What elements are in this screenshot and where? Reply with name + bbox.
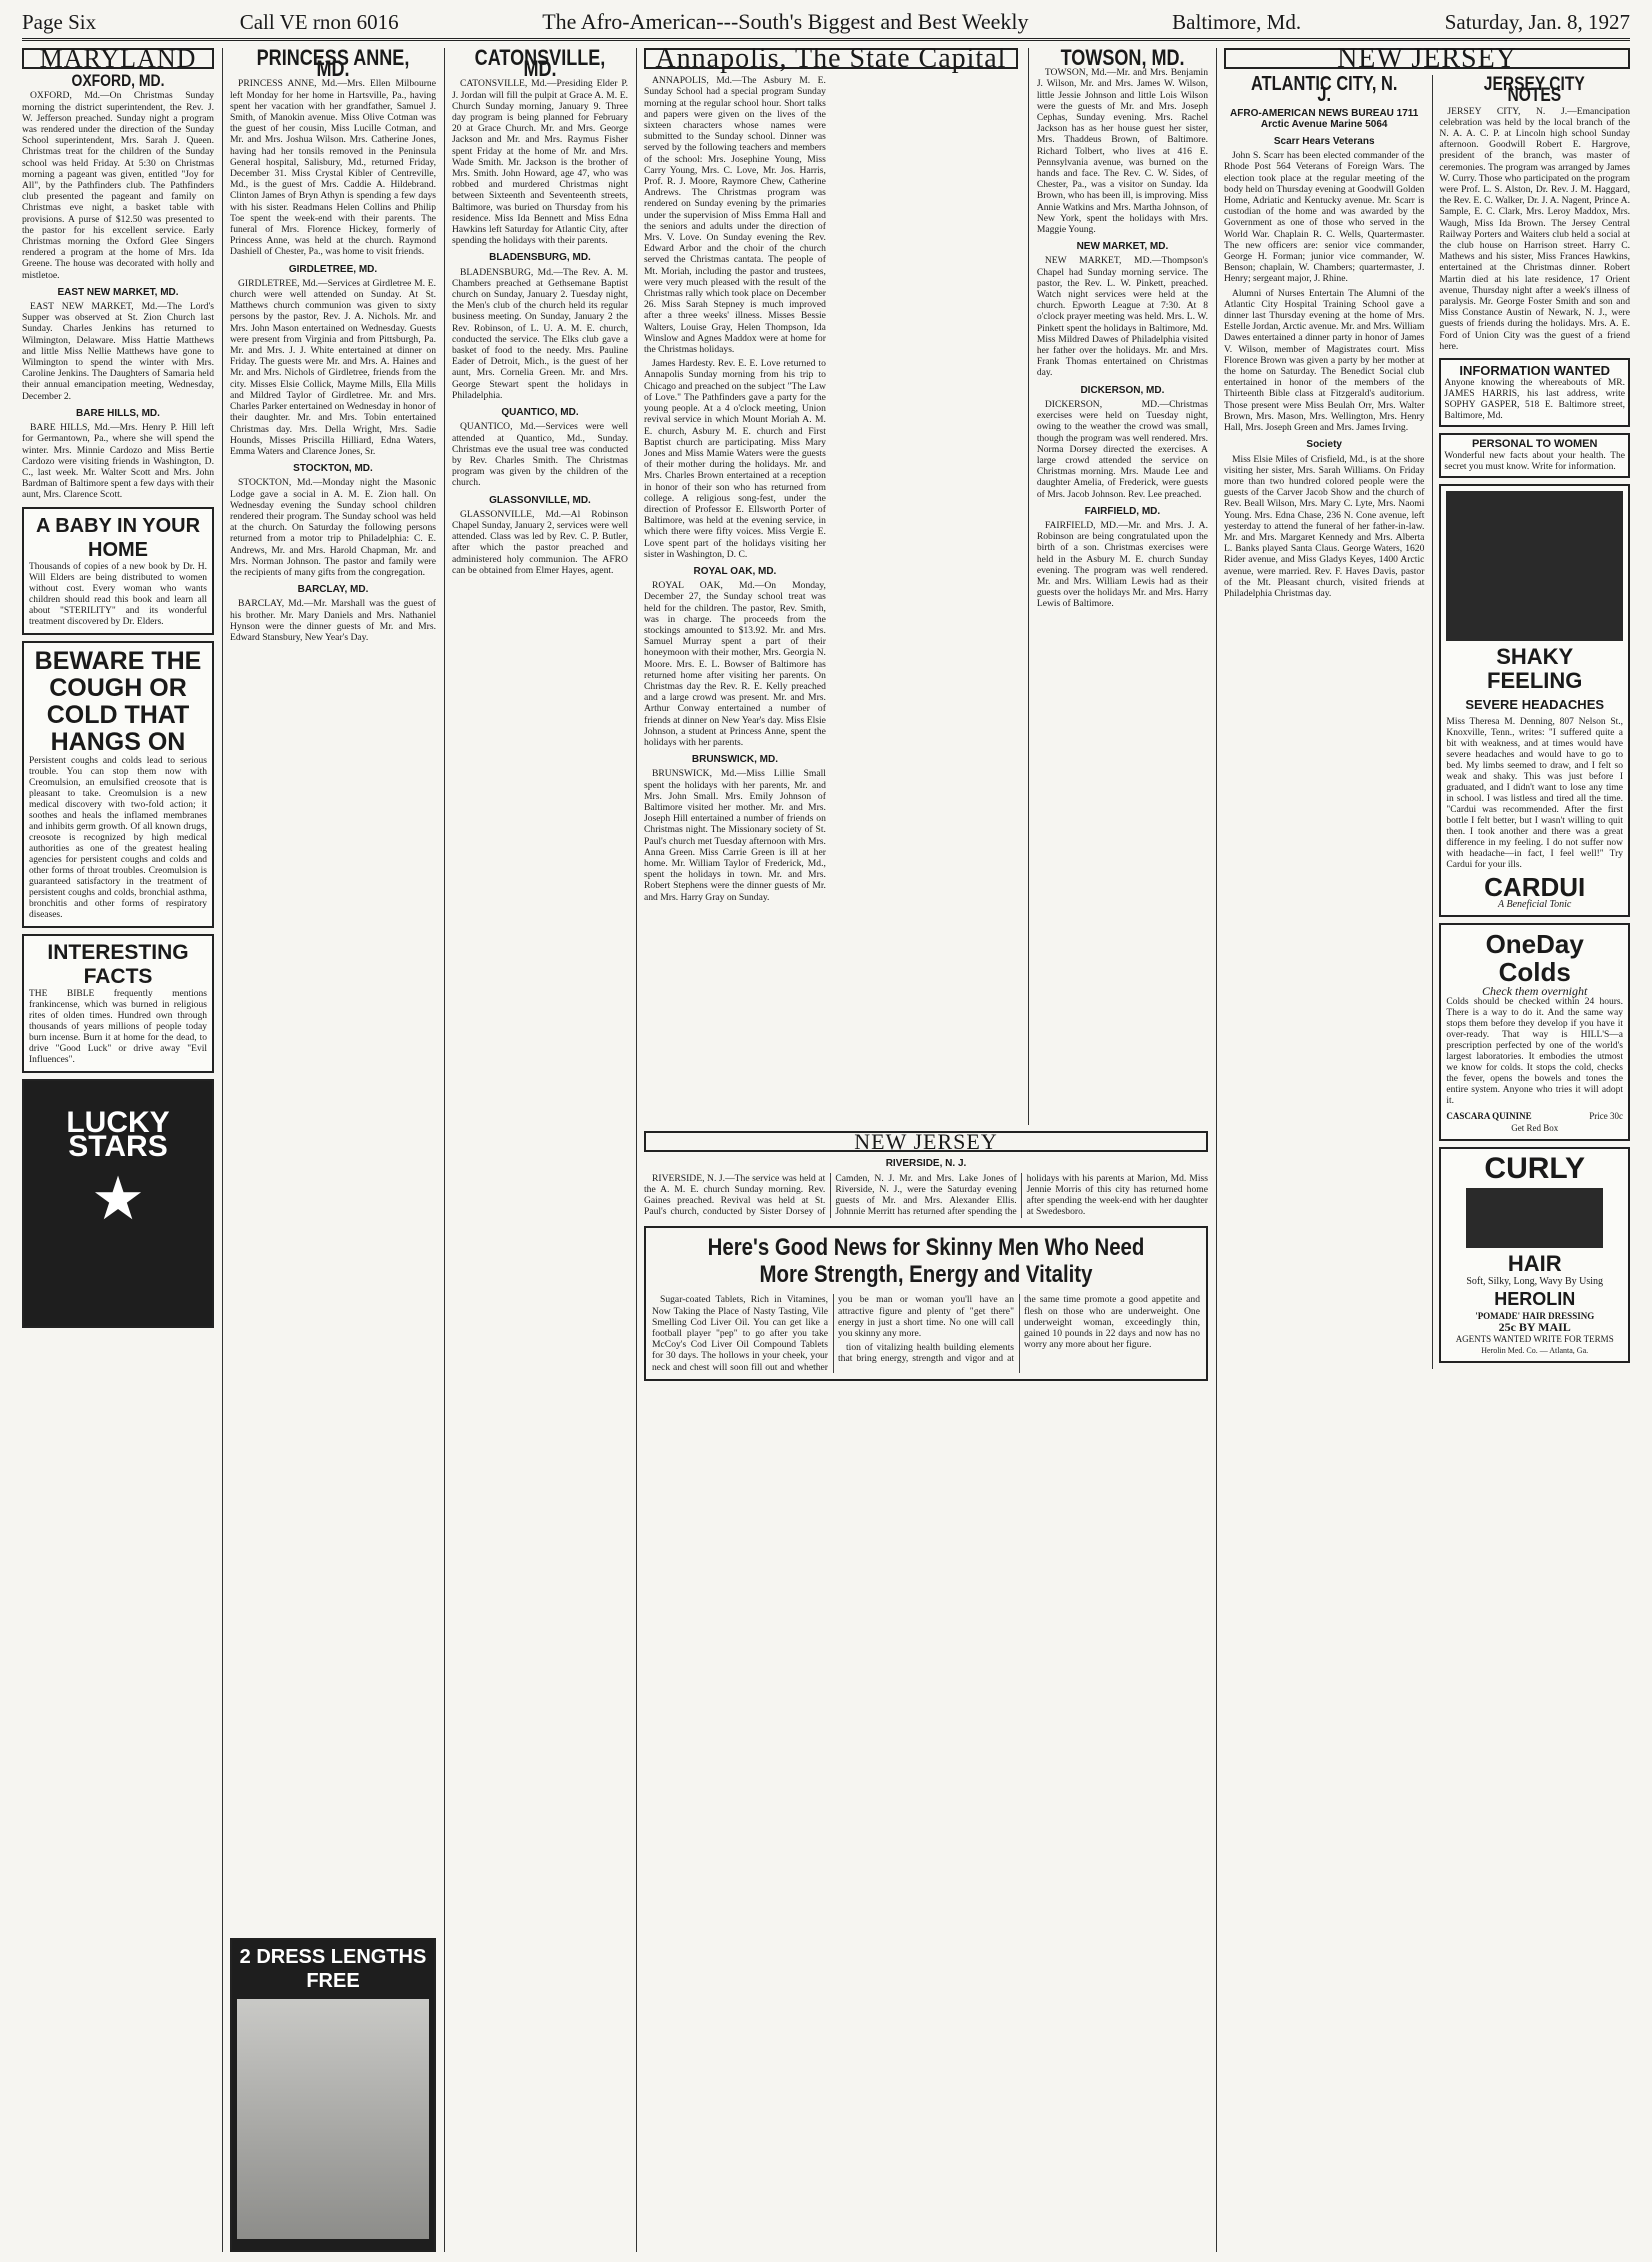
ad-interesting-facts — [22, 934, 214, 1073]
column-rule — [636, 48, 637, 2252]
subhead-bare-hills: BARE HILLS, MD. — [76, 407, 160, 419]
subhead-scarr: Scarr Hears Veterans — [1273, 136, 1375, 148]
city: Baltimore, Md. — [1172, 9, 1302, 34]
page-number: Page Six — [22, 9, 97, 34]
ad-oneday-sub: Check them overnight — [1482, 984, 1588, 999]
ad-herolin-name: HEROLIN — [1494, 1289, 1576, 1310]
article-royal-oak: ROYAL OAK, Md.—On Monday, December 27, the Sunday school treat was held for the children. The pastor, Rev. Smith, was in charge. The proceeds from the stockings amounted to $13.92. Mr. and Mrs. Samuel Murray spent a part of their honeymoon with their mother, Mrs. Georgia N. Moore. Mrs. E. L. Bowser of Baltimore has returned home after visiting her parents. On Christmas day the Rev. R. E. Kelly preached and a large crowd was present. Mr. and Mrs. Arthur Conway entertained a number of friends at dinner on New Year's day. Miss Elsie Johnson, a student at Princess Anne, spent the holidays with her parents. — [644, 580, 826, 748]
article-annapolis-cont: James Hardesty. Rev. E. E. Love returned to Annapolis Sunday morning from his trip to Chicago and preached on the subject "The Law of Love." The Pathfinders gave a party for the young people. At a 4 o'clock meeting, Union revival service in which Mount Moriah A. M. E. church, Asbury M. E. church and First Baptist church are participating. Miss Mary Jones and Miss Mamie Waters were the guests of their mother during the holidays. Mr. and Mrs. Charles Brown entertained at a reception in honor of their son who has returned from college. A religious song-fest, under the direction of Professor E. Ellsworth Porter of Baltimore, was held at the evening service, in which there were fifty voices. Miss Vergie E. Love spent part of the holidays visiting her sister in Washington, D. C. — [644, 358, 826, 560]
ad-hair: HAIR — [1507, 1250, 1562, 1276]
article-fairfield: FAIRFIELD, MD.—Mr. and Mrs. J. A. Robinson are being congratulated upon the birth of a son. Christmas exercises were held in the Asbury M. E. church Sunday evening. The program was well rendered. Mr. and Mrs. William Lewis had as their guests over the holidays Mr. and Mrs. Harry Lewis of Baltimore. — [1036, 519, 1208, 610]
ad-curly: CURLY — [1484, 1151, 1585, 1185]
headline-catonsville: CATONSVILLE, MD. — [474, 48, 606, 82]
column-rule — [1216, 48, 1217, 2252]
herolin-portrait — [1466, 1188, 1603, 1248]
article-catonsville: CATONSVILLE, Md.—Presiding Elder P. J. Jordan will fill the pulpit at Grace A. M. E. Church Sunday morning, January 9. Three day program is being planned for February 20 at Grace Church. Mr. and Mrs. George Jackson and Mr. and Mrs. Raymus Fisher spent Friday at the home of Mr. and Mrs. Wade Smith. Mr. Jackson is the brother of Mrs. Smith. John Howard, age 47, who was robbed and murdered Christmas night between Sixteenth and Seventeenth streets, Baltimore, was buried on Thursday from his residence. Miss Ida Bennett and Miss Edna Hawkins left Saturday for Atlantic City, after spending the holidays with their parents. — [452, 78, 628, 247]
ad-lucky-stars-title: LUCKY STARS — [66, 1105, 170, 1163]
ad-skinny-men-text: Sugar-coated Tablets, Rich in Vitamines, Now Taking the Place of Nasty Tasting, Vile Smelling Cod Liver Oil. You can get like a football player "pep" to go after you take McCoy's Cod Liver Oil Compound Tablets for 30 days. The hollows in your cheek, your neck and chest will soon fill out and whether you be man or woman you'll have an attractive figure and plenty of "get there" energy in just a short time. No one will call you skinny any more. — [652, 1294, 1014, 1373]
subhead-bladensburg: BLADENSBURG, MD. — [489, 252, 591, 264]
section-banner-maryland: MARYLAND — [22, 48, 214, 69]
column-annapolis — [644, 48, 1208, 2252]
ad-shaky-title: SHAKY FEELING — [1487, 644, 1583, 694]
article-riverside: RIVERSIDE, N. J.—The service was held at the A. M. E. church Sunday morning. Rev. Gaines preached. Revival was held at St. Paul's church, conducted by Sister Dorsey of Camden, N. J. Mr. and Mrs. Lake Jones of Riverside, N. J., were the Saturday evening guests of Mr. and Mrs. Alexander Ellis. Johnnie Merritt has returned after spending the holidays with his parents at Marion, Md. Miss Jennie Morris of this city has returned home after spending the week-end with her daughter at Swedesboro. — [644, 1172, 1208, 1218]
ad-herolin-agents: AGENTS WANTED WRITE FOR TERMS — [1455, 1333, 1614, 1344]
ad-herolin-text: Soft, Silky, Long, Wavy By Using — [1466, 1275, 1604, 1287]
ad-information-wanted — [1439, 358, 1630, 427]
ad-shaky-sub: SEVERE HEADACHES — [1465, 697, 1605, 713]
ad-lucky-stars — [22, 1079, 214, 1328]
article-towson: TOWSON, Md.—Mr. and Mrs. Benjamin J. Wilson, Mr. and Mrs. James W. Wilson, little Jessie Johnson and little Lois Wilson were the guests of Mr. and Mrs. Joseph Cephas, Sunday evening. Mrs. Rachel Jackson has as her house guest her sister, Mrs. Thaddeus Brown, of Baltimore. Richard Tolbert, who lives at 416 E. Pennsylvania avenue, was burned on the hands and face. The Rev. C. W. Sides, of Chester, Pa., was a visitor on Sunday. Ida Brown, who has been ill, is improving. Miss Annie Watkins and Mrs. Martha Johnson, of New York, spent the holidays with Mrs. Maggie Young. — [1036, 67, 1208, 236]
section-banner-new-jersey-mid: NEW JERSEY — [644, 1131, 1208, 1152]
phone-number: Call VE rnon 6016 — [239, 9, 399, 34]
subhead-barclay: BARCLAY, MD. — [297, 584, 369, 596]
ad-oneday-text: Colds should be checked within 24 hours. There is a way to do it. And the same way stops them before they develop if you have it over-ready. That way is HILL'S—a prescription perfected by one of the world's largest laboratories. It embodies the utmost we know for colds. It stops the cold, checks the fever, opens the bowels and tones the entire system. Anyone who tries it will adopt it. — [1446, 997, 1623, 1107]
article-jersey-city: JERSEY CITY, N. J.—Emancipation celebration was held by the local branch of the N. A. A. C. P. at Lincoln high school Sunday afternoon. Goodwill Robert E. Hargrove, president of the branch, was master of ceremonies. The program was arranged by James W. Curry. Those who participated on the program were Prof. L. S. Alston, Dr. Rev. J. M. Haggard, the Rev. E. C. Walker, Dr. J. A. Nagent, Prince A. Sample, E. C. Clark, Mrs. Leroy Maddox, Mrs. Waugh, Miss Ida Brown. The Jersey Central Railway Porters and Waiters club held a social at the club house on Harrison street. Harry C. Mathews and his sister, Miss Frances Hawkins, entertained at the Christmas dinner. Robert Martin died at his late residence, 17 Orient avenue, Thursday night after a week's illness of paralysis. Mr. George Foster Smith and son and Miss Constance Austin of Newark, N. J., were guests of friends during the holidays. Mrs. A. E. Ford of Union City was the guest of a friend here. — [1439, 105, 1630, 352]
column-maryland — [22, 48, 214, 2252]
masthead — [22, 6, 1630, 41]
annapolis-columns — [644, 75, 1018, 1125]
article-annapolis: ANNAPOLIS, Md.—The Asbury M. E. Sunday School had a special program Sunday morning at the regular school hour. Short talks and papers were given on the lives of the sixteen characters whose names were submitted to the Sunday school. Dinner was served by the following teachers and members of the school: Mrs. Josephine Young, Miss Carry Young, Mrs. C. Love, Mr. Jos. Harris, Prof. R. J. Moore, Raymore Chew, Catherine Andrews. The Christmas program was rendered on Sunday evening by the primaries under the supervision of Miss Emma Hall and the seniors and adults under the direction of Mrs. V. Love. On Sunday evening the Rev. Edward Arbor and the choir of the church served the Christmas cantata. The people of Mt. Moriah, including the pastor and trustees, were very much pleased with the result of the Christmas rally which took place on December 26. Miss Sarah Stepney is much improved after a three weeks' illness. Misses Bessie Walters, Louise Gray, Helen Thompson, Ida Winslow and Agnes Maddox were at home for the Christmas holidays. — [644, 75, 826, 356]
ad-baby-text: Thousands of copies of a new book by Dr. H. Will Elders are being distributed to women without cost. Every woman who wants children should read this book and learn all about "STERILITY" and its wonderful treatment discovered by Dr. Elders. — [29, 561, 207, 627]
subhead-riverside: RIVERSIDE, N. J. — [885, 1158, 967, 1170]
ad-baby-title: A BABY IN YOUR HOME — [35, 514, 201, 561]
article-stockton: STOCKTON, Md.—Monday night the Masonic Lodge gave a social in A. M. E. Zion hall. On Wednesday evening the Sunday school children rendered their program. The Sunday school was held at the church. On Saturday the following persons returned from a motor trip to Philadelphia: C. E. Andrews, Mr. and Mrs. Harold Chapman, Mr. and Mrs. Norman Johnson. The pastor and family were the recipients of many gifts from the congregation. — [230, 477, 436, 578]
headline-jersey-city: JERSEY CITY NOTES — [1484, 74, 1586, 107]
article-scarr: John S. Scarr has been elected commander of the Rhode Post 564 Veterans of Foreign Wars. The election took place at the regular meeting of the body held on Thursday evening at Goodwill Golden Home, Adriatic and Kentucky avenue. Mr. Scarr is custodian of the home and was awarded by the Government as one of those who served in the World War. Chaplain R. C. Wells, Quartermaster. The new officers are: senior vice commander, George H. Forman; junior vice commander, W. Benson; chaplain, W. Chambers; quartermaster, J. Henry; sergeant major, J. Rhine. — [1224, 150, 1425, 285]
ad-info-text: Anyone knowing the whereabouts of MR. JAMES HARRIS, his last address, write SOPHY GASPER, 518 E. Baltimore street, Baltimore, Md. — [1444, 378, 1625, 422]
ad-info-title: INFORMATION WANTED — [1459, 363, 1611, 379]
article-princess-anne: PRINCESS ANNE, Md.—Mrs. Ellen Milbourne left Monday for her home in Hartsville, Pa., having spent her vacation with her grandfather, Samuel J. Smith, of Manokin avenue. Miss Olive Cotman was the guest of her cousin, Miss Lucille Cotman, and Mr. and Mrs. Joshua Wilson. Mrs. Catherine Jones, having had her tonsils removed in the Peninsula General hospital, Salisbury, Md., returned Friday, December 31. Miss Crystal Kibler of Centreville, Md., is the guest of Mrs. Caddie A. Hildebrand. Clinton James of Bryn Athyn is spending a few days with his sister. Readmans Helen Collins and Philip Toe spent the week-end with their parents. The funeral of Mrs. Florence Hickey, formerly of Princess Anne, was held at the church. Raymond Dashiell of Chester, Pa., was home to visit friends. — [230, 78, 436, 258]
ad-skinny-men — [644, 1226, 1208, 1380]
cardui-portrait — [1446, 491, 1623, 641]
subhead-east-new-market: EAST NEW MARKET, MD. — [57, 286, 179, 298]
subhead-girdletree: GIRDLETREE, MD. — [288, 263, 378, 275]
ad-cascara-sub: Get Red Box — [1511, 1122, 1559, 1133]
ad-herolin — [1439, 1147, 1630, 1363]
ad-skinny-men-body — [652, 1294, 1200, 1372]
ad-facts-text: THE BIBLE frequently mentions frankincense, which was burned in religious rites of olden times. Hundred own through thousands of years millions of people today burn incense. Burn it at home for the dead, to drive "Good Luck" or drive away "Evil Influences". — [29, 988, 207, 1065]
ad-oneday-title: OneDay Colds — [1485, 929, 1584, 988]
column-new-jersey — [1224, 48, 1630, 2252]
article-alumni: Alumni of Nurses Entertain The Alumni of the Atlantic City Hospital Training School gave a dinner last Thursday evening at the home of Mrs. Estelle Jordan, Arctic avenue. Mr. and Mrs. William Dawes entertained a dinner party in honor of James V. Wilson, member of Magistrates court. Miss Florence Brown was given a party by her mother at the home on Saturday. The Benedict Social club entertained in honor of the members of the Thirteenth Bible class at Fitzgerald's auditorium. Those present were Miss Beulah Orr, Mrs. Walter Brown, Mrs. Mason, Mrs. Wellington, Mrs. Henry Hall, Mrs. Joseph Green and Mrs. James Irving. — [1224, 287, 1425, 434]
newspaper-title: The Afro-American---South's Biggest and Best Weekly — [542, 9, 1029, 34]
subhead-stockton: STOCKTON, MD. — [293, 463, 373, 475]
ad-herolin-offer: 25c BY MAIL — [1498, 1320, 1571, 1335]
subhead-dickerson: DICKERSON, MD. — [1080, 384, 1165, 396]
article-society: Miss Elsie Miles of Crisfield, Md., is at the shore visiting her sister, Mrs. Sarah Williams. On Friday more than two hundred colored people were the guests of the Carver Jacob Show and the church of Rev. Beall Wilson, Mrs. Mary C. Lyte, Mrs. Naomi Young. Mrs. Edna Chase, 236 N. Cone avenue, left yesterday to attend the funeral of her father-in-law. Mr. and Mrs. Margaret Kennedy and Mrs. Alberta L. Banks played Santa Claus. George Waters, 1620 Rider avenue, and Miss Gladys Keyes, 1400 Arctic avenue, were married. Rev. F. Haves Davis, pastor of the Mt. Pleasant church, visited friends at Philadelphia Christmas day. — [1224, 453, 1425, 599]
section-banner-annapolis: Annapolis, The State Capital — [644, 48, 1018, 69]
subhead-quantico: QUANTICO, MD. — [501, 407, 579, 419]
ad-one-day-colds — [1439, 923, 1630, 1141]
star-icon: ★ — [91, 1165, 145, 1232]
article-east-new-market: EAST NEW MARKET, Md.—The Lord's Supper was observed at St. Zion Church last Sunday. Charles Jenkins has returned to Wilmington, Delaware. Miss Hattie Matthews and little Miss Nellie Matthews have gone to Wilmington to spend the winter with Mrs. Caroline Jenkins. The Daughters of Samaria held their annual emancipation meeting, Wednesday, December 2. — [22, 301, 214, 402]
ad-skinny-men-headline: Here's Good News for Skinny Men Who Need More Strength, Energy and Vitality — [707, 1234, 1145, 1289]
ad-facts-title: INTERESTING FACTS — [47, 940, 189, 988]
ad-dress-lengths — [230, 1938, 436, 2252]
ad-baby — [22, 507, 214, 635]
subhead-royal-oak: ROYAL OAK, MD. — [693, 565, 777, 577]
ad-cascara-name: CASCARA QUININE — [1446, 1111, 1532, 1122]
ad-cascara-row — [1446, 1111, 1623, 1122]
article-barclay: BARCLAY, Md.—Mr. Marshall was the guest of his brother. Mr. Mary Daniels and Mrs. Nathaniel Hynson were the dinner guests of Mr. and Mrs. Edward Stansbury, New Year's Day. — [230, 598, 436, 643]
article-quantico: QUANTICO, Md.—Services were well attended at Quantico, Md., Sunday. Christmas eve the usual tree was conducted by Rev. Charles Smith. The Christmas program was given by the children of the church. — [452, 421, 628, 489]
ad-personal-title: PERSONAL TO WOMEN — [1471, 438, 1598, 451]
ad-personal — [1439, 433, 1630, 478]
ad-dress-title: 2 DRESS LENGTHS FREE — [239, 1946, 427, 1992]
column-catonsville — [452, 48, 628, 2252]
subhead-fairfield: FAIRFIELD, MD. — [1084, 505, 1161, 517]
headline-towson: TOWSON, MD. — [1060, 48, 1185, 70]
ad-skinny-men-text-cont: tion of vitalizing health building elements that bring energy, strength and vigor and at the same time promote a good appetite and flesh on those who are underweight. One underweight woman, exceedingly thin, gained 10 pounds in 22 days and now has no worry any more about her figure. — [838, 1294, 1200, 1365]
article-girdletree: GIRDLETREE, Md.—Services at Girdletree M. E. church were well attended on Sunday. At St. Matthews church communion was given to sixty persons by the pastor, Rev. J. A. Nichols. Mr. and Mrs. John Mason entertained on Wednesday. Guests were present from Virginia and from Pittsburgh, Pa. Mr. and Mrs. J. J. White entertained at dinner on Friday. The guests were Mr. and Mrs. A. Haines and Mr. and Mrs. Nichols of Girdletree, friends from the city. Misses Elsie Collick, Mayme Mills, Ella Mills and Mildred Taylor of Girdletree. Mr. and Mrs. Charles Parker entertained on Wednesday in honor of their daughter. Mr. and Mrs. Tobin entertained Christmas day. Mrs. Della Wright, Mrs. Sadie Hounds, Misses Priscilla Hilliard, Edna Waters, Emma Waters and Clarence Jones, Sr. — [230, 277, 436, 457]
ad-cough — [22, 641, 214, 928]
article-glassonville: GLASSONVILLE, Md.—Al Robinson Chapel Sunday, January 2, services were well attended. Class was led by Rev. C. P. Butler, after which the pastor preached and administered holy communion. The AFRO can be obtained from Elmer Hayes, agent. — [452, 508, 628, 576]
article-oxford: OXFORD, Md.—On Christmas Sunday morning the district superintendent, the Rev. J. W. Jefferson preached. Sunday night a program was rendered under the direction of the Sunday School superintendent, Mrs. Sarah J. Queen. Christmas treat for the children of the Sunday school was held Friday. At 5:30 on Christmas morning a pageant was given, entitled "Joy for All", by the Pathfinders club. The Pathfinders club presented the pageant and family on Christmas eve night, a basket table with provisions. A purse of $12.50 was presented to the pastor for his excellent service. Early Christmas morning the Oxford Glee Singers rendered a program at the home of Mrs. Ida Greene. The house was decorated with holly and mistletoe. — [22, 90, 214, 281]
column-princess-anne — [230, 48, 436, 2252]
ad-herolin-company: Herolin Med. Co. — Atlanta, Ga. — [1481, 1345, 1589, 1355]
riverside-columns — [644, 1173, 1208, 1219]
subhead-brunswick: BRUNSWICK, MD. — [691, 754, 778, 766]
ad-cough-text: Persistent coughs and colds lead to serious trouble. You can stop them now with Creomulsion, an emulsified creosote that is pleasant to take. Creomulsion is a new medical discovery with two-fold action; it soothes and heals the inflamed membranes and inhibits germ growth. Of all known drugs, creosote is recognized by high medical authorities as one of the greatest healing agencies for persistent coughs and colds and other forms of throat troubles. Creomulsion is guaranteed satisfactory in the treatment of persistent coughs and colds, bronchial asthma, bronchitis and other forms of respiratory diseases. — [29, 755, 207, 920]
ad-personal-text: Wonderful new facts about your health. The secret you must know. Write for information. — [1444, 451, 1625, 473]
article-new-market: NEW MARKET, MD.—Thompson's Chapel had Sunday morning service. The pastor, the Rev. L. W. Pinkett, preached. Watch night services were held at the church. Epworth League at 7:30. At 8 o'clock prayer meeting was held. Mrs. L. W. Pinkett spent the holidays in Baltimore, Md. Miss Mildred Dawes of Philadelphia visited her father over the holidays. Mr. and Mrs. Frank Thomas entertained on Christmas day. — [1036, 255, 1208, 379]
article-dickerson: DICKERSON, MD.—Christmas exercises were held on Tuesday night, owing to the weather the crowd was small, though the program was well rendered. Mrs. Norma Dorsey directed the exercises. A large crowd attended the service on Christmas morning. Mrs. Maude Lee and daughter Amelia, of Frederick, were guests of Mrs. Jacob Johnson. Rev. Lee preached. — [1036, 398, 1208, 500]
ad-cardui-name: CARDUI — [1484, 872, 1586, 903]
ad-herolin-sub: 'POMADE' HAIR DRESSING — [1475, 1311, 1595, 1322]
ad-cardui — [1439, 484, 1630, 917]
ad-cascara-price: Price 30c — [1589, 1111, 1623, 1122]
headline-oxford: OXFORD, MD. — [71, 71, 165, 91]
headline-princess-anne: PRINCESS ANNE, MD. — [256, 48, 410, 82]
ad-cough-title: BEWARE THE COUGH OR COLD THAT HANGS ON — [34, 646, 202, 756]
subhead-society: Society — [1306, 439, 1342, 451]
subhead-glassonville: GLASSONVILLE, MD. — [489, 494, 591, 506]
ad-dress-illustration — [237, 1999, 429, 2239]
article-bladensburg: BLADENSBURG, Md.—The Rev. A. M. Chambers preached at Gethsemane Baptist church on Sunday, January 2. Tuesday night, the Men's club of the church held its regular business meeting. On Sunday, January 2 the Rev. Robinson, of L. U. A. M. E. church, conducted the service. The Elks club gave a basket of food to the needy. Mrs. Pauline Eader of Detroit, Mich., is the guest of her aunt, Mrs. Cornelia Green. Mr. and Mrs. George Stewart spent the holidays in Philadelphia. — [452, 266, 628, 401]
issue-date: Saturday, Jan. 8, 1927 — [1444, 9, 1630, 34]
ad-cardui-sub: A Beneficial Tonic — [1498, 899, 1572, 911]
subhead-news-bureau: AFRO-AMERICAN NEWS BUREAU 1711 Arctic Avenue Marine 5064 — [1230, 107, 1419, 130]
article-brunswick: BRUNSWICK, Md.—Miss Lillie Small spent the holidays with her parents, Mr. and Mrs. John Small. Mrs. Emily Johnson of Baltimore visited her mother. Mr. and Mrs. Joseph Hill entertained a number of friends on Christmas night. The Missionary society of St. Paul's church met Tuesday afternoon with Mrs. Anna Green. Miss Carrie Green is ill at her home. Mr. William Taylor of Frederick, Md., spent the holidays in town. Mr. and Mrs. Robert Stephens were the dinner guests of Mr. and Mrs. Harry Gray on Sunday. — [644, 768, 826, 903]
section-banner-new-jersey: NEW JERSEY — [1224, 48, 1630, 69]
column-rule — [444, 48, 445, 2252]
ad-shaky-text: Miss Theresa M. Denning, 807 Nelson St., Knoxville, Tenn., writes: "I suffered quite a bit with weakness, and at times would have severe headaches and would have to go to bed. My limbs seemed to draw, and I felt so weak and shaky. This was just before I graduated, and I didn't want to lose any time in school. I was listless and tired all the time. "Cardui was recommended. After the first bottle I felt better, but I wasn't willing to quit then. I took another and there was a great difference in my feeling. I do not suffer now with headache—in fact, I feel well!" Try Cardui for your ills. — [1446, 717, 1623, 871]
headline-atlantic-city: ATLANTIC CITY, N. J. — [1251, 73, 1398, 107]
subhead-new-market: NEW MARKET, MD. — [1076, 241, 1169, 253]
article-bare-hills: BARE HILLS, Md.—Mrs. Henry P. Hill left for Germantown, Pa., where she will spend the winter. Mrs. Minnie Cardozo and Miss Bertie Cardozo were visiting friends in Washington, D. C., last week. Mr. Walter Scott and Mrs. John Bardman of Baltimore spent a few days with their aunt, Mrs. Clarence Scott. — [22, 422, 214, 501]
column-rule — [222, 48, 223, 2252]
